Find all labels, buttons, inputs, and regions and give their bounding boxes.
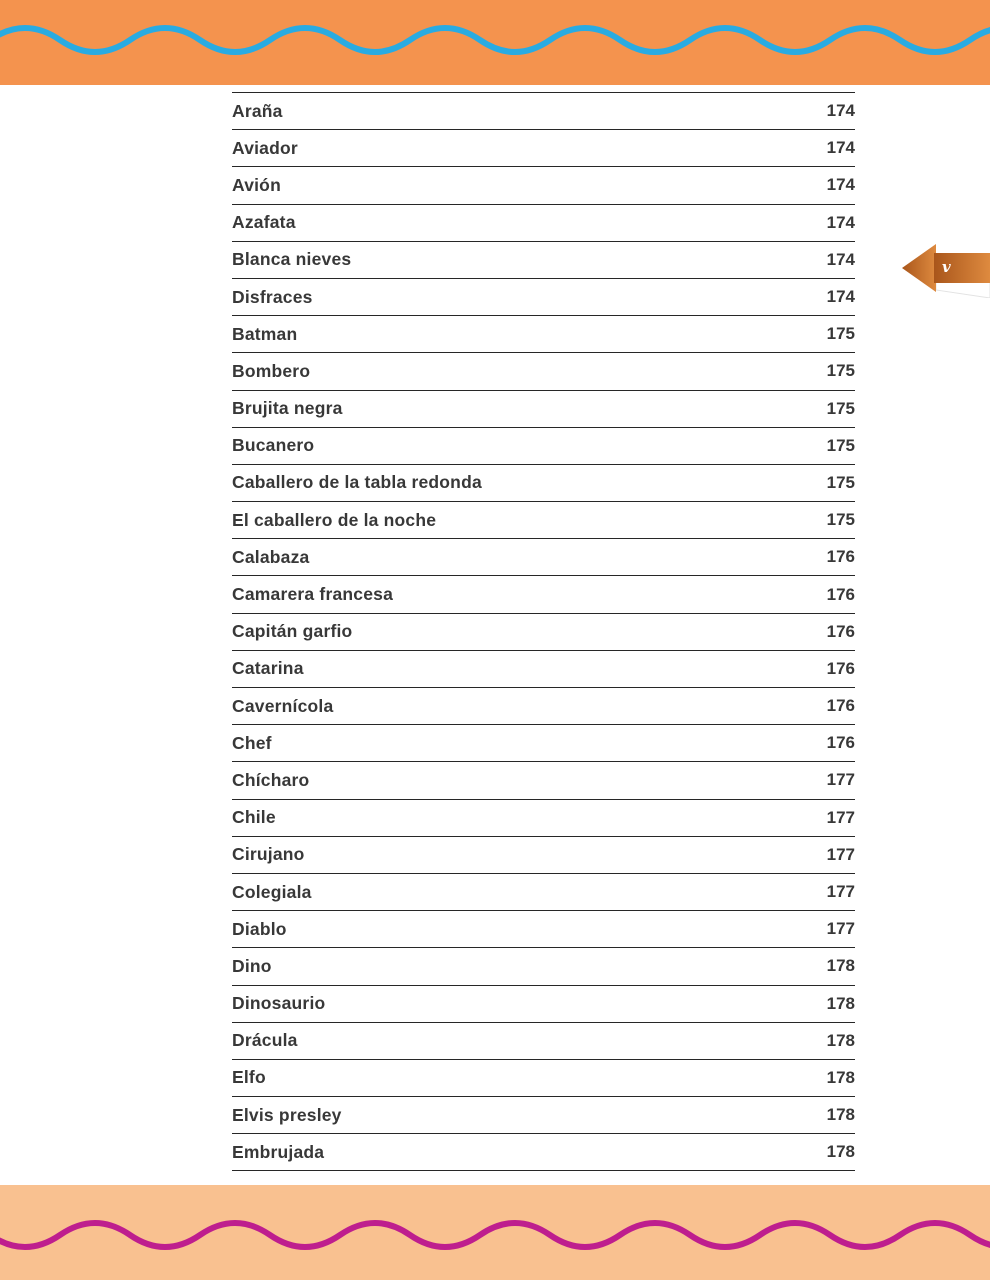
entry-label: Drácula [232,1030,298,1051]
list-item [232,465,855,502]
list-item [232,167,855,204]
entry-label: Avión [232,174,281,195]
entry-label: Chef [232,732,272,753]
entry-page: 176 [826,658,855,678]
entry-page: 178 [826,1030,855,1050]
entry-page: 178 [826,1067,855,1087]
wave-decoration-top [0,12,990,60]
entry-label: Cirujano [232,844,305,865]
entry-label: Chícharo [232,769,310,790]
entry-label: Embrujada [232,1141,325,1162]
entry-page: 174 [826,287,855,307]
entry-label: Brujita negra [232,398,343,419]
list-item [232,502,855,539]
entry-label: Elfo [232,1067,266,1088]
entry-label: Azafata [232,212,296,233]
entry-label: Diablo [232,918,287,939]
list-item [232,130,855,167]
entry-label: Colegiala [232,881,312,902]
list-item [232,1134,855,1171]
entry-page: 175 [826,510,855,530]
entry-label: Calabaza [232,546,310,567]
entry-label: Capitán garfio [232,621,353,642]
entry-page: 174 [826,212,855,232]
entry-page: 174 [826,138,855,158]
list-item [232,911,855,948]
entry-label: Catarina [232,658,304,679]
entry-page: 178 [826,1142,855,1162]
wave-decoration-bottom [0,1215,990,1263]
entry-label: Aviador [232,137,298,158]
list-item [232,576,855,613]
entry-label: Camarera francesa [232,584,394,605]
entry-label: Bucanero [232,435,315,456]
prev-page-arrow[interactable] [900,240,990,298]
list-item [232,651,855,688]
entry-label: Disfraces [232,286,313,307]
entry-label: Bombero [232,360,311,381]
entry-label: Araña [232,100,283,121]
entry-page: 175 [826,435,855,455]
list-item [232,428,855,465]
entry-page: 176 [826,733,855,753]
entry-page: 175 [826,398,855,418]
entry-page: 174 [826,249,855,269]
entry-label: Batman [232,323,298,344]
list-item [232,242,855,279]
list-item [232,279,855,316]
list-item [232,874,855,911]
entry-page: 176 [826,584,855,604]
entry-label: Caballero de la tabla redonda [232,472,482,493]
index-list [232,92,855,1171]
entry-page: 174 [826,175,855,195]
list-item [232,539,855,576]
entry-page: 178 [826,1105,855,1125]
entry-label: Elvis presley [232,1104,342,1125]
entry-page: 177 [826,807,855,827]
list-item [232,93,855,130]
entry-page: 176 [826,621,855,641]
entry-page: 175 [826,361,855,381]
entry-page: 177 [826,770,855,790]
list-item [232,837,855,874]
entry-page: 176 [826,547,855,567]
footer-band [0,1185,990,1280]
list-item [232,391,855,428]
list-item [232,986,855,1023]
list-item [232,948,855,985]
entry-page: 178 [826,956,855,976]
entry-page: 177 [826,844,855,864]
entry-page: 177 [826,882,855,902]
list-item [232,762,855,799]
list-item [232,316,855,353]
list-item [232,688,855,725]
entry-page: 175 [826,324,855,344]
entry-page: 175 [826,472,855,492]
entry-label: Chile [232,807,276,828]
entry-page: 177 [826,919,855,939]
entry-page: 174 [826,101,855,121]
arrow-label: v [942,258,951,276]
list-item [232,1060,855,1097]
entry-label: Cavernícola [232,695,334,716]
entry-page: 178 [826,993,855,1013]
list-item [232,1097,855,1134]
list-item [232,800,855,837]
entry-label: Dino [232,955,272,976]
list-item [232,353,855,390]
left-arrow-icon [900,240,990,298]
list-item [232,1023,855,1060]
entry-label: Blanca nieves [232,249,352,270]
list-item [232,614,855,651]
list-item [232,205,855,242]
entry-label: El caballero de la noche [232,509,437,530]
entry-page: 176 [826,696,855,716]
list-item [232,725,855,762]
header-band [0,0,990,85]
entry-label: Dinosaurio [232,993,326,1014]
